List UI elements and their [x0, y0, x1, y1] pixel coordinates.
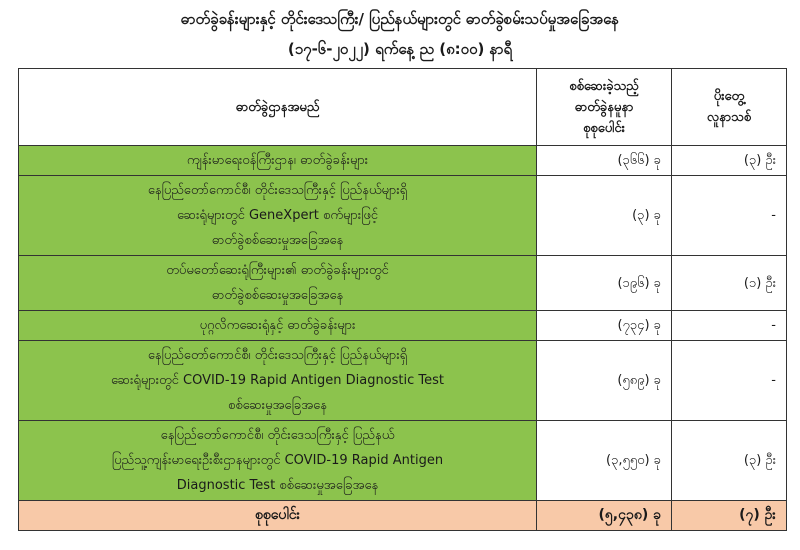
place-line: နေပြည်တော်ကောင်စီ၊ တိုင်းဒေသကြီးနှင့် ပြည်နယ်	[160, 428, 395, 443]
header-place-label: ဓာတ်ခွဲဌာနအမည်	[235, 99, 320, 115]
row-tests: (၃) ခု	[537, 176, 672, 256]
row-tests: (၁၉၆) ခု	[537, 256, 672, 311]
row-positive: (၃) ဦး	[672, 421, 787, 501]
row-tests: (၃၆၆) ခု	[537, 146, 672, 176]
header-tests-line: ဓာတ်ခွဲနမူနာ	[574, 99, 634, 115]
row-tests: (၇၃၄) ခု	[537, 311, 672, 341]
place-line: ဓာတ်ခွဲစစ်ဆေးမှုအခြေအနေ	[211, 288, 344, 303]
table-row	[19, 256, 787, 311]
place-line: ဆေးရုံများတွင် GeneXpert စက်များဖြင့်	[176, 208, 379, 223]
place-line: တပ်မတော်ဆေးရုံကြီးများ၏ ဓာတ်ခွဲခန်းများတွင်	[166, 263, 389, 278]
table-header-row	[19, 69, 787, 146]
row-positive: -	[672, 311, 787, 341]
row-positive: (၃) ဦး	[672, 146, 787, 176]
header-positive-line: လူနာသစ်	[706, 110, 752, 125]
lab-testing-table	[18, 68, 787, 531]
place-line: ကျန်းမာရေးဝန်ကြီးဌာန၊ ဓာတ်ခွဲခန်းများ	[186, 153, 369, 168]
table-row	[19, 341, 787, 421]
report-date: (၁၇-၆-၂၀၂၂) ရက်နေ့ ည (၈:၀၀) နာရီ	[287, 40, 513, 58]
place-line: နေပြည်တော်ကောင်စီ၊ တိုင်းဒေသကြီးနှင့် ပြည်နယ်များရှိ	[147, 183, 408, 198]
row-positive: -	[672, 341, 787, 421]
place-line: နေပြည်တော်ကောင်စီ၊ တိုင်းဒေသကြီးနှင့် ပြည်နယ်များရှိ	[147, 348, 408, 363]
report-title: ဓာတ်ခွဲခန်းများနှင့် တိုင်းဒေသကြီး/ ပြည်နယ်များတွင် ဓာတ်ခွဲစမ်းသပ်မှုအခြေအနေ	[180, 10, 620, 28]
total-row	[19, 501, 787, 531]
place-line: ပုဂ္ဂလိကဆေးရုံနှင့် ဓာတ်ခွဲခန်းများ	[199, 318, 356, 333]
row-place	[19, 421, 537, 501]
place-line: ဓာတ်ခွဲစစ်ဆေးမှုအခြေအနေ	[211, 233, 344, 248]
row-place	[19, 341, 537, 421]
row-place	[19, 146, 537, 176]
header-positive-line: ပိုးတွေ့	[713, 89, 745, 104]
header-tests-line: စစ်ဆေးခဲ့သည့်	[569, 78, 639, 94]
header-tests-line: စုစုပေါင်း	[583, 120, 625, 136]
total-positive: (၇) ဦး	[672, 501, 787, 531]
row-tests: (၅၈၉) ခု	[537, 341, 672, 421]
total-label: စုစုပေါင်း	[19, 501, 537, 531]
total-tests: (၅,၄၃၈) ခု	[537, 501, 672, 531]
place-line: စစ်ဆေးမှုအခြေအနေ	[228, 398, 327, 413]
row-positive: -	[672, 176, 787, 256]
table-row	[19, 176, 787, 256]
row-place	[19, 176, 537, 256]
header-place	[19, 69, 537, 146]
header-positive	[672, 69, 787, 146]
table-row	[19, 146, 787, 176]
place-line: Diagnostic Test စစ်ဆေးမှုအခြေအနေ	[176, 478, 379, 493]
row-tests: (၃,၅၅၀) ခု	[537, 421, 672, 501]
header-tests	[537, 69, 672, 146]
table-row	[19, 311, 787, 341]
table-row	[19, 421, 787, 501]
place-line: ပြည်သူ့ကျန်းမာရေးဦးစီးဌာနများတွင် COVID-19 Rapid Antigen	[111, 453, 444, 468]
row-place	[19, 256, 537, 311]
row-positive: (၁) ဦး	[672, 256, 787, 311]
place-line: ဆေးရုံများတွင် COVID-19 Rapid Antigen Diagnostic Test	[110, 373, 445, 388]
row-place	[19, 311, 537, 341]
